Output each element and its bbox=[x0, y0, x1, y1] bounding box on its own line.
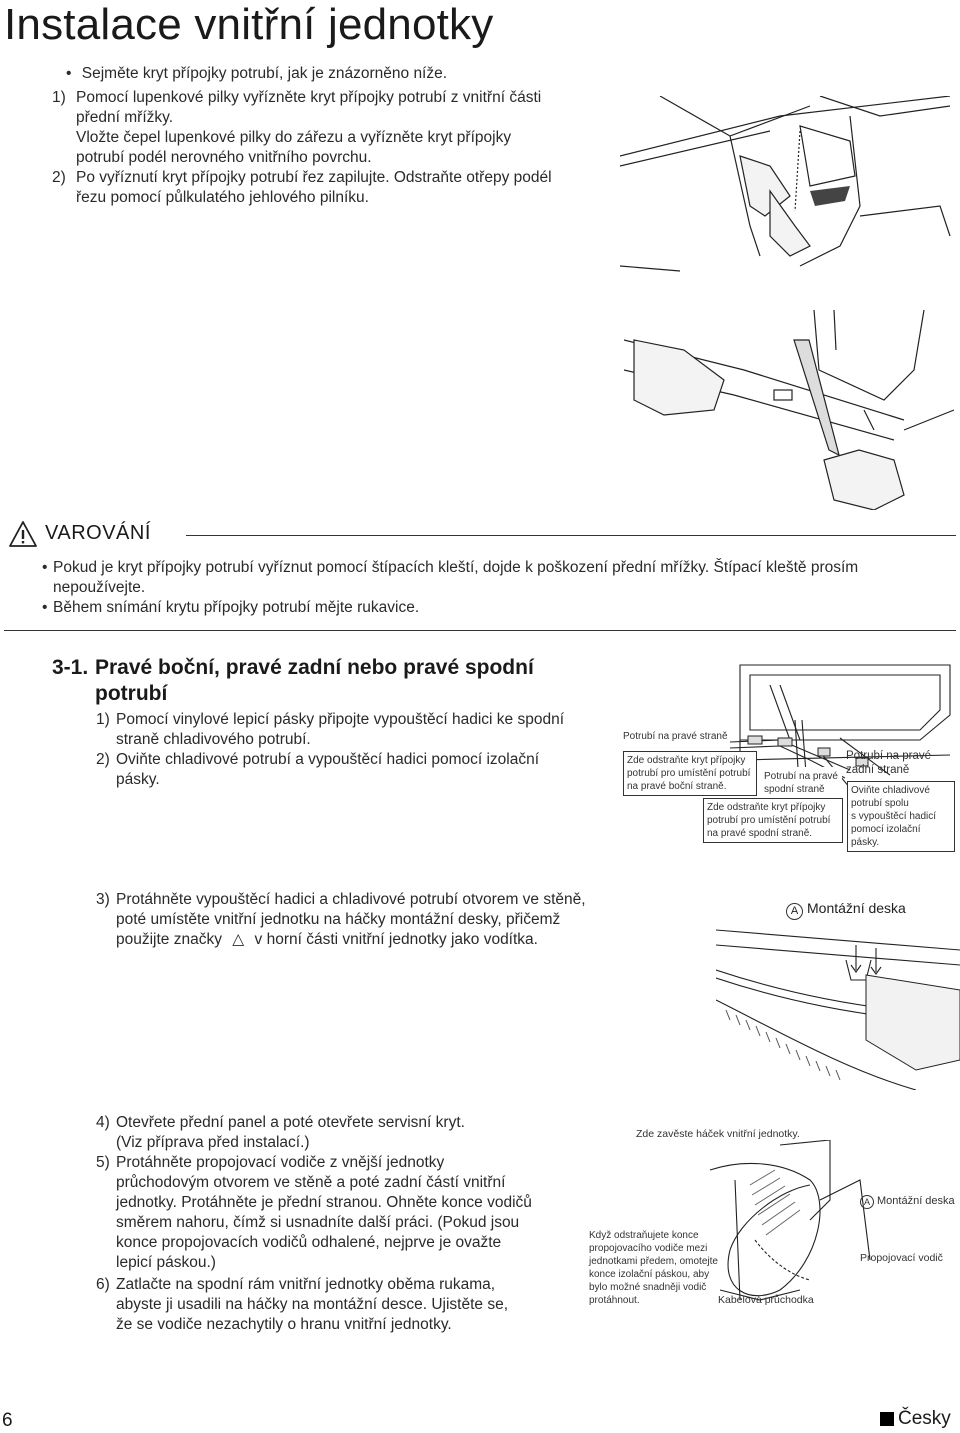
step-line: abyste ji usadili na háčky na montážní desce. Ujistěte se, bbox=[116, 1296, 509, 1313]
warning-item bbox=[42, 558, 942, 598]
step-line: Protáhněte propojovací vodiče z vnější jednotky bbox=[116, 1154, 445, 1171]
step-1 bbox=[52, 88, 612, 168]
label-line: bylo možné snadněji vodič bbox=[589, 1282, 707, 1293]
mounting-plate-text: Montážní deska bbox=[877, 1195, 955, 1207]
step-line: průchodovým otvorem ve stěně a poté zadní částí vnitřní bbox=[116, 1174, 506, 1191]
step-line: (Viz příprava před instalací.) bbox=[116, 1134, 310, 1151]
label-line: Potrubí na pravé bbox=[764, 771, 838, 782]
step-line: Otevřete přední panel a poté otevřete servisní kryt. bbox=[116, 1114, 465, 1131]
label-line: potrubí pro umístění potrubí bbox=[627, 768, 751, 779]
language-label: Česky bbox=[898, 1408, 951, 1429]
page-title: Instalace vnitřní jednotky bbox=[4, 0, 494, 49]
label-line: potrubí spolu bbox=[851, 798, 909, 809]
step-line: pásky. bbox=[116, 771, 160, 788]
step-number: 6) bbox=[96, 1276, 110, 1293]
step-number: 2) bbox=[52, 169, 66, 186]
warning-rule bbox=[186, 535, 956, 536]
step-line: jednotky. Protáhněte je přední stranou. Ohněte konce vodičů bbox=[116, 1194, 532, 1211]
intro-bullet-item bbox=[66, 64, 447, 84]
step-4 bbox=[96, 1113, 576, 1153]
marker-a-icon: A bbox=[860, 1195, 874, 1209]
section-heading-line: Pravé boční, pravé zadní nebo pravé spodní bbox=[95, 656, 534, 679]
label-line: protáhnout. bbox=[589, 1295, 640, 1306]
label-line: Zde odstraňte kryt přípojky bbox=[707, 802, 826, 813]
label-hook: Zde zavěste háček vnitřní jednotky. bbox=[636, 1128, 800, 1140]
label-right-bottom bbox=[760, 767, 842, 799]
step-line: Oviňte chladivové potrubí a vypouštěcí hadici pomocí izolační bbox=[116, 751, 540, 768]
warning-line: nepoužívejte. bbox=[53, 579, 146, 596]
step-line: Protáhněte vypouštěcí hadici a chladivové potrubí otvorem ve stěně, bbox=[116, 891, 586, 908]
page-number: 6 bbox=[2, 1410, 13, 1431]
label-cut-bottom bbox=[703, 798, 843, 843]
warning-line: Pokud je kryt přípojky potrubí vyříznut pomocí štípacích kleští, dojde k poškození přední mřížky. Štípací kleště prosím bbox=[53, 559, 859, 576]
label-line: Když odstraňujete konce bbox=[589, 1230, 699, 1241]
step-line: Po vyříznutí kryt přípojky potrubí řez zapilujte. Odstraňte otřepy podél bbox=[76, 169, 552, 186]
label-right-side: Potrubí na pravé straně bbox=[623, 731, 728, 742]
warning-triangle-icon bbox=[8, 520, 38, 548]
step-number: 4) bbox=[96, 1114, 110, 1131]
section-heading-line: potrubí bbox=[95, 682, 168, 705]
label-line: zadní straně bbox=[846, 764, 910, 776]
label-line: na pravé spodní straně. bbox=[707, 828, 813, 839]
bullet: • bbox=[66, 65, 72, 82]
step-text: v horní části vnitřní jednotky jako vodítka. bbox=[254, 931, 538, 948]
triangle-mark-icon: △ bbox=[232, 931, 245, 948]
section-number: 3-1. bbox=[52, 656, 89, 679]
step-number: 1) bbox=[52, 89, 66, 106]
step-line: konce propojovacích vodičů odhalené, nejprve je ovažte bbox=[116, 1234, 502, 1251]
step-1 bbox=[96, 710, 616, 750]
step-line: Pomocí vinylové lepicí pásky připojte vypouštěcí hadici ke spodní bbox=[116, 711, 565, 728]
label-cut-side bbox=[623, 751, 757, 796]
label-wrap bbox=[847, 781, 955, 852]
warning-line: Během snímání krytu přípojky potrubí mějte rukavice. bbox=[53, 599, 420, 616]
label-line: konce izolační páskou, aby bbox=[589, 1269, 710, 1280]
step-line: potrubí podél nerovného vnitřního povrchu. bbox=[76, 149, 372, 166]
label-wire-note bbox=[589, 1229, 739, 1307]
intro-bullet-text: Sejměte kryt přípojky potrubí, jak je znázorněno níže. bbox=[81, 65, 448, 82]
label-line: Potrubí na pravé bbox=[846, 750, 932, 762]
step-text: použijte značky bbox=[116, 931, 222, 948]
marker-a-icon: A bbox=[786, 903, 803, 920]
step-line: Zatlačte na spodní rám vnitřní jednotky oběma rukama, bbox=[116, 1276, 496, 1293]
step-line: straně chladivového potrubí. bbox=[116, 731, 311, 748]
label-line: potrubí pro umístění potrubí bbox=[707, 815, 831, 826]
warning-item bbox=[42, 598, 942, 618]
label-right-back bbox=[846, 749, 931, 777]
section-divider bbox=[4, 630, 956, 631]
step-6 bbox=[96, 1275, 576, 1335]
step-number: 2) bbox=[96, 751, 110, 768]
mounting-plate-text: Montážní deska bbox=[807, 900, 906, 916]
label-wire: Propojovací vodič bbox=[860, 1252, 943, 1264]
file-deburring-illustration bbox=[624, 310, 960, 510]
mounting-plate-label bbox=[786, 900, 906, 920]
step-line: poté umístěte vnitřní jednotku na háčky montážní desky, přičemž bbox=[116, 911, 561, 928]
step-line: že se vodiče nezachytily o hranu vnitřní jednotky. bbox=[116, 1316, 452, 1333]
bullet: • bbox=[42, 559, 48, 576]
step-line: Vložte čepel lupenkové pilky do zářezu a vyřízněte kryt přípojky bbox=[76, 129, 512, 146]
step-2 bbox=[52, 168, 612, 208]
label-duct: Kabelová průchodka bbox=[718, 1294, 814, 1306]
label-line: na pravé boční straně. bbox=[627, 781, 727, 792]
label-line: jednotkami předem, omotejte bbox=[589, 1256, 718, 1267]
label-mounting-plate bbox=[860, 1195, 955, 1209]
step-line: přední mřížky. bbox=[76, 109, 174, 126]
warning-title: VAROVÁNÍ bbox=[45, 522, 151, 544]
language-marker-icon bbox=[880, 1412, 894, 1426]
label-line: Zde odstraňte kryt přípojky bbox=[627, 755, 746, 766]
label-line: Oviňte chladivové bbox=[851, 785, 930, 796]
label-line: pomocí izolační pásky. bbox=[851, 824, 921, 848]
label-line: s vypouštěcí hadicí bbox=[851, 811, 937, 822]
step-number: 5) bbox=[96, 1154, 110, 1171]
mounting-plate-illustration bbox=[716, 920, 960, 1090]
label-line: propojovacího vodiče mezi bbox=[589, 1243, 708, 1254]
step-number: 1) bbox=[96, 711, 110, 728]
step-3 bbox=[96, 890, 636, 950]
step-2 bbox=[96, 750, 616, 790]
step-line: lepicí páskou.) bbox=[116, 1254, 216, 1271]
step-number: 3) bbox=[96, 891, 110, 908]
step-line: Pomocí lupenkové pilky vyřízněte kryt přípojky potrubí z vnitřní části bbox=[76, 89, 542, 106]
section-heading bbox=[52, 655, 572, 707]
step-line bbox=[116, 930, 636, 950]
bullet: • bbox=[42, 599, 48, 616]
label-line: spodní straně bbox=[764, 784, 825, 795]
step-line: řezu pomocí půlkulatého jehlového pilníku. bbox=[76, 189, 369, 206]
step-line: směrem nahoru, čímž si usnadníte další práci. (Pokud jsou bbox=[116, 1214, 520, 1231]
saw-cutting-illustration bbox=[620, 96, 960, 286]
step-5 bbox=[96, 1153, 576, 1273]
